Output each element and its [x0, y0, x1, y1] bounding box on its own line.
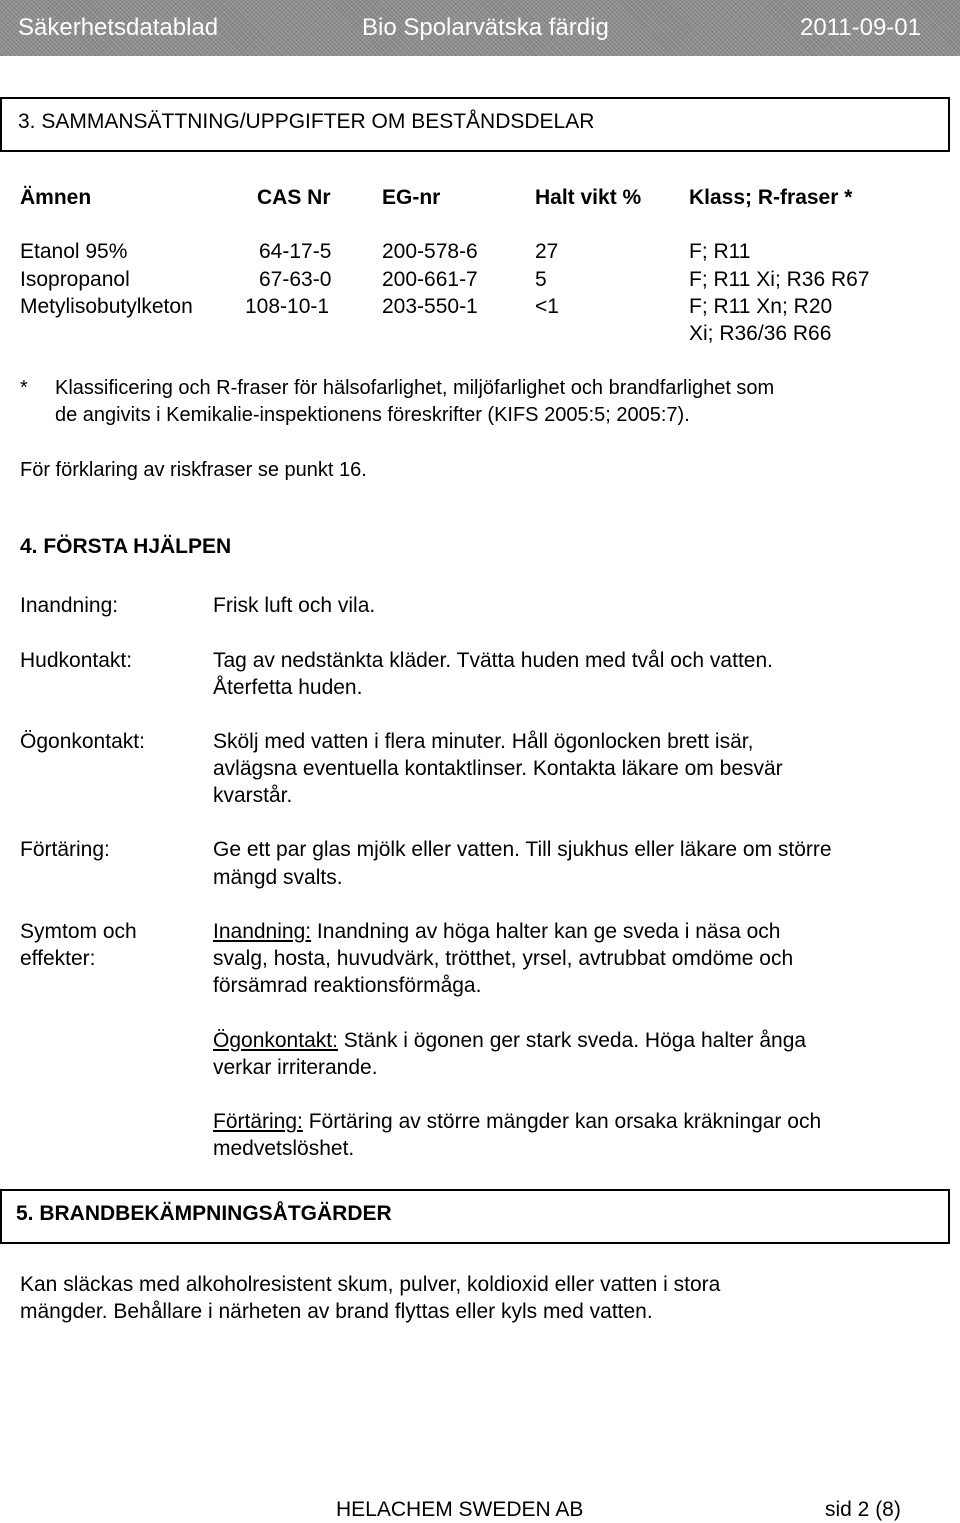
- symptom-term: Inandning:: [213, 920, 312, 943]
- symptom-eye: [213, 1029, 806, 1053]
- cell-cas: 67-63-0: [259, 268, 332, 291]
- cell-cas: 64-17-5: [259, 240, 332, 263]
- firstaid-label: Förtäring:: [20, 838, 110, 861]
- symptom-text: försämrad reaktionsförmåga.: [213, 974, 482, 997]
- firstaid-text: Tag av nedstänkta kläder. Tvätta huden med tvål och vatten.: [213, 649, 773, 672]
- symptom-text: medvetslöshet.: [213, 1137, 355, 1160]
- symptom-term: Ögonkontakt:: [213, 1029, 338, 1052]
- cell-substance: Etanol 95%: [20, 240, 128, 263]
- cell-klass: F; R11 Xn; R20: [689, 295, 833, 318]
- firstaid-label: Inandning:: [20, 594, 119, 617]
- cell-cas: 108-10-1: [245, 295, 330, 318]
- cell-eg: 203-550-1: [382, 295, 478, 318]
- header-title: Säkerhetsdatablad: [18, 14, 219, 41]
- firstaid-text: avlägsna eventuella kontaktlinser. Kontakta läkare om besvär: [213, 757, 783, 780]
- header-date: 2011-09-01: [800, 14, 921, 41]
- cell-halt: 27: [535, 240, 559, 263]
- firstaid-text: Återfetta huden.: [213, 676, 363, 699]
- section3-heading: 3. SAMMANSÄTTNING/UPPGIFTER OM BESTÅNDSDELAR: [18, 110, 595, 133]
- symptom-text: Inandning av höga halter kan ge sveda i näsa och: [311, 920, 781, 943]
- cell-substance: Isopropanol: [20, 268, 130, 291]
- cell-eg: 200-578-6: [382, 240, 478, 263]
- firstaid-label: Hudkontakt:: [20, 649, 133, 672]
- cell-substance: Metylisobutylketon: [20, 295, 193, 318]
- cell-eg: 200-661-7: [382, 268, 478, 291]
- column-header: Klass; R-fraser *: [689, 186, 853, 209]
- cell-klass: F; R11: [689, 240, 751, 263]
- symptoms-label: effekter:: [20, 947, 96, 970]
- symptom-text: verkar irriterande.: [213, 1056, 378, 1079]
- document-header: [0, 0, 960, 56]
- section3-heading-box: [0, 97, 950, 152]
- cell-halt: <1: [535, 295, 559, 318]
- footnote-line: de angivits i Kemikalie-inspektionens föreskrifter (KIFS 2005:5; 2005:7).: [55, 404, 690, 426]
- firstaid-label: Ögonkontakt:: [20, 730, 145, 753]
- firstaid-text: Skölj med vatten i flera minuter. Håll ögonlocken brett isär,: [213, 730, 754, 753]
- column-header: EG-nr: [382, 186, 441, 209]
- firstaid-text: Frisk luft och vila.: [213, 594, 376, 617]
- symptoms-label: Symtom och: [20, 920, 137, 943]
- section4-heading: 4. FÖRSTA HJÄLPEN: [20, 535, 232, 558]
- section5-text: Kan släckas med alkoholresistent skum, pulver, koldioxid eller vatten i stora: [20, 1273, 721, 1296]
- firstaid-text: mängd svalts.: [213, 866, 343, 889]
- footer-page-number: sid 2 (8): [825, 1498, 901, 1521]
- symptom-term: Förtäring:: [213, 1110, 303, 1133]
- cell-klass-extra: Xi; R36/36 R66: [689, 322, 832, 345]
- section5-heading: 5. BRANDBEKÄMPNINGSÅTGÄRDER: [16, 1202, 392, 1225]
- symptom-text: svalg, hosta, huvudvärk, trötthet, yrsel, avtrubbat omdöme och: [213, 947, 794, 970]
- section5-heading-box: [0, 1189, 950, 1244]
- firstaid-text: Ge ett par glas mjölk eller vatten. Till sjukhus eller läkare om större: [213, 838, 832, 861]
- riskphrase-note: För förklaring av riskfraser se punkt 16.: [20, 459, 367, 481]
- symptom-inhalation: [213, 920, 780, 944]
- symptom-ingestion: [213, 1110, 821, 1134]
- column-header: CAS Nr: [257, 186, 331, 209]
- footnote-mark: *: [20, 377, 28, 399]
- cell-halt: 5: [535, 268, 547, 291]
- footer-company: HELACHEM SWEDEN AB: [336, 1498, 584, 1521]
- symptom-text: Förtäring av större mängder kan orsaka kräkningar och: [302, 1110, 822, 1133]
- column-header: Ämnen: [20, 186, 92, 209]
- header-product: Bio Spolarvätska färdig: [362, 14, 609, 41]
- cell-klass: F; R11 Xi; R36 R67: [689, 268, 870, 291]
- footnote-line: Klassificering och R-fraser för hälsofarlighet, miljöfarlighet och brandfarlighet som: [55, 377, 775, 399]
- firstaid-text: kvarstår.: [213, 784, 293, 807]
- column-header: Halt vikt %: [535, 186, 642, 209]
- symptom-text: Stänk i ögonen ger stark sveda. Höga halter ånga: [337, 1029, 807, 1052]
- section5-text: mängder. Behållare i närheten av brand flyttas eller kyls med vatten.: [20, 1300, 653, 1323]
